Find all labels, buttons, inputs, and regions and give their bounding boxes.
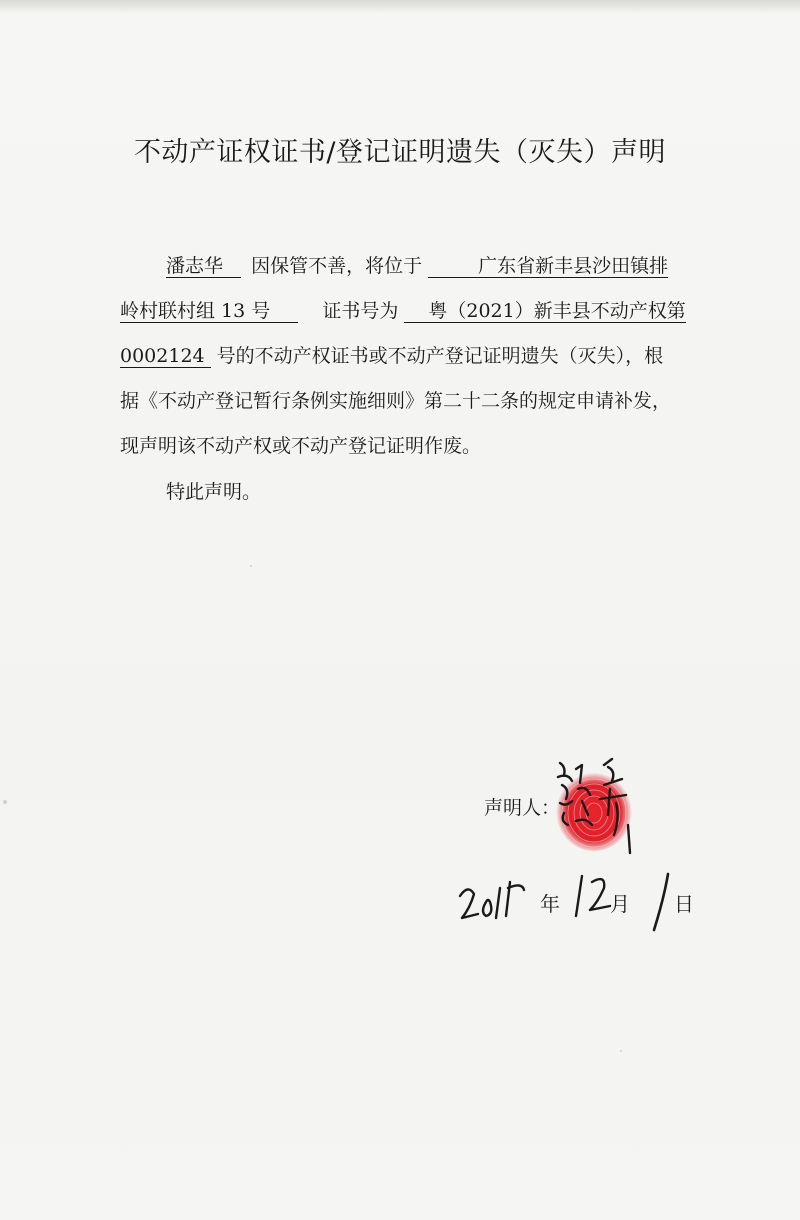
- body-line-4: 据《不动产登记暂行条例实施细则》第二十二条的规定申请补发，: [120, 390, 672, 412]
- body-line-5: 现声明该不动产权或不动产登记证明作废。: [120, 435, 482, 457]
- handwritten-year: [456, 868, 536, 928]
- scan-speck: [250, 565, 252, 567]
- scan-speck: [3, 800, 7, 804]
- month-char: 月: [610, 892, 630, 916]
- address-part-2: 岭村联村组 13 号: [120, 300, 298, 323]
- body-text: 号的不动产权证书或不动产登记证明遗失（灭失），根: [216, 345, 664, 367]
- address-part-1: 广东省新丰县沙田镇排: [428, 255, 668, 278]
- year-char: 年: [540, 892, 560, 916]
- body-text: 因保管不善，将位于: [251, 255, 423, 277]
- handwritten-signature: [546, 755, 646, 855]
- body-line-2: [120, 297, 700, 326]
- scan-speck: [620, 1050, 622, 1052]
- page-title: 不动产证权证书/登记证明遗失（灭失）声明: [133, 137, 667, 169]
- cert-label: 证书号为: [322, 300, 399, 322]
- declarant-label: 声明人：: [484, 797, 561, 819]
- cert-number-part-2: 0002124: [120, 345, 211, 368]
- day-char: 日: [674, 892, 694, 916]
- cert-number-part-1: 粤（2021）新丰县不动产权第: [404, 300, 685, 323]
- body-line-3: [120, 342, 700, 371]
- declarant-name: 潘志华: [166, 255, 241, 278]
- body-line-1: [166, 252, 746, 281]
- date-line: [456, 868, 716, 938]
- closing-statement: 特此声明。: [166, 481, 262, 503]
- scan-edge-shadow: [0, 0, 800, 14]
